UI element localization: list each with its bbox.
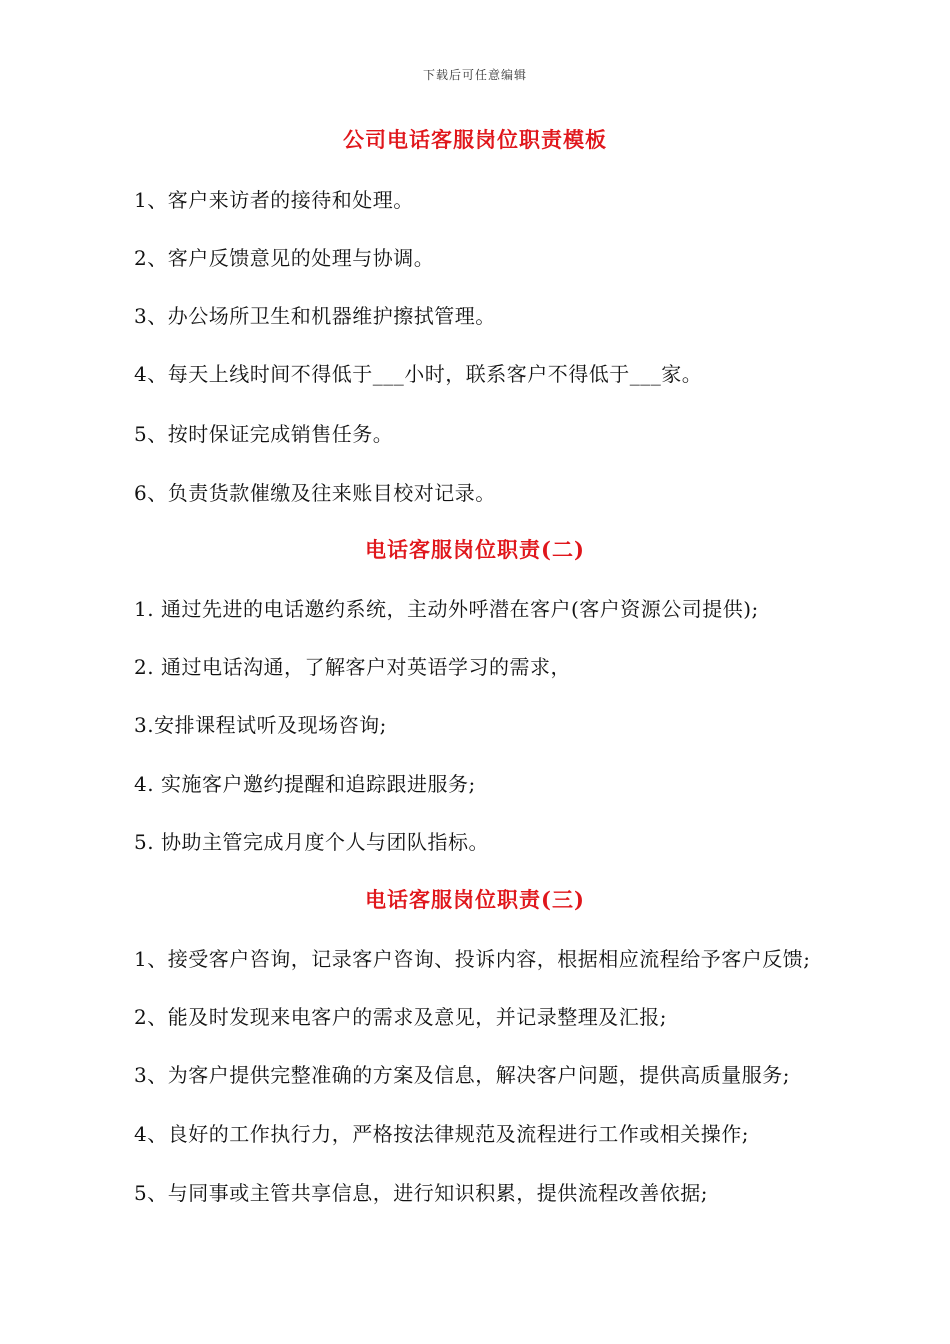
list-item: 5、与同事或主管共享信息，进行知识积累，提供流程改善依据; [134,1181,708,1205]
section-title-1: 公司电话客服岗位职责模板 [343,127,607,152]
list-item: 2、能及时发现来电客户的需求及意见，并记录整理及汇报; [134,1005,667,1029]
list-item: 4. 实施客户邀约提醒和追踪跟进服务; [134,772,476,796]
list-item: 5、按时保证完成销售任务。 [134,422,394,446]
header-note: 下载后可任意编辑 [422,68,527,82]
list-item: 1、接受客户咨询，记录客户咨询、投诉内容，根据相应流程给予客户反馈; [134,947,811,971]
list-item: 2. 通过电话沟通，了解客户对英语学习的需求， [134,655,571,679]
list-item: 2、客户反馈意见的处理与协调。 [134,246,435,270]
list-item: 3.安排课程试听及现场咨询; [134,713,387,737]
list-item: 4、每天上线时间不得低于___小时，联系客户不得低于___家。 [134,362,703,386]
list-item: 6、负责货款催缴及往来账目校对记录。 [134,481,496,505]
list-item: 3、为客户提供完整准确的方案及信息，解决客户问题，提供高质量服务; [134,1063,790,1087]
list-item: 4、良好的工作执行力，严格按法律规范及流程进行工作或相关操作; [134,1122,749,1146]
list-item: 1、客户来访者的接待和处理。 [134,188,414,212]
list-item: 3、办公场所卫生和机器维护擦拭管理。 [134,304,496,328]
list-item: 5. 协助主管完成月度个人与团队指标。 [134,830,489,854]
list-item: 1. 通过先进的电话邀约系统，主动外呼潜在客户(客户资源公司提供); [134,597,759,621]
section-title-2: 电话客服岗位职责(二) [365,537,585,562]
section-title-3: 电话客服岗位职责(三) [365,887,585,912]
